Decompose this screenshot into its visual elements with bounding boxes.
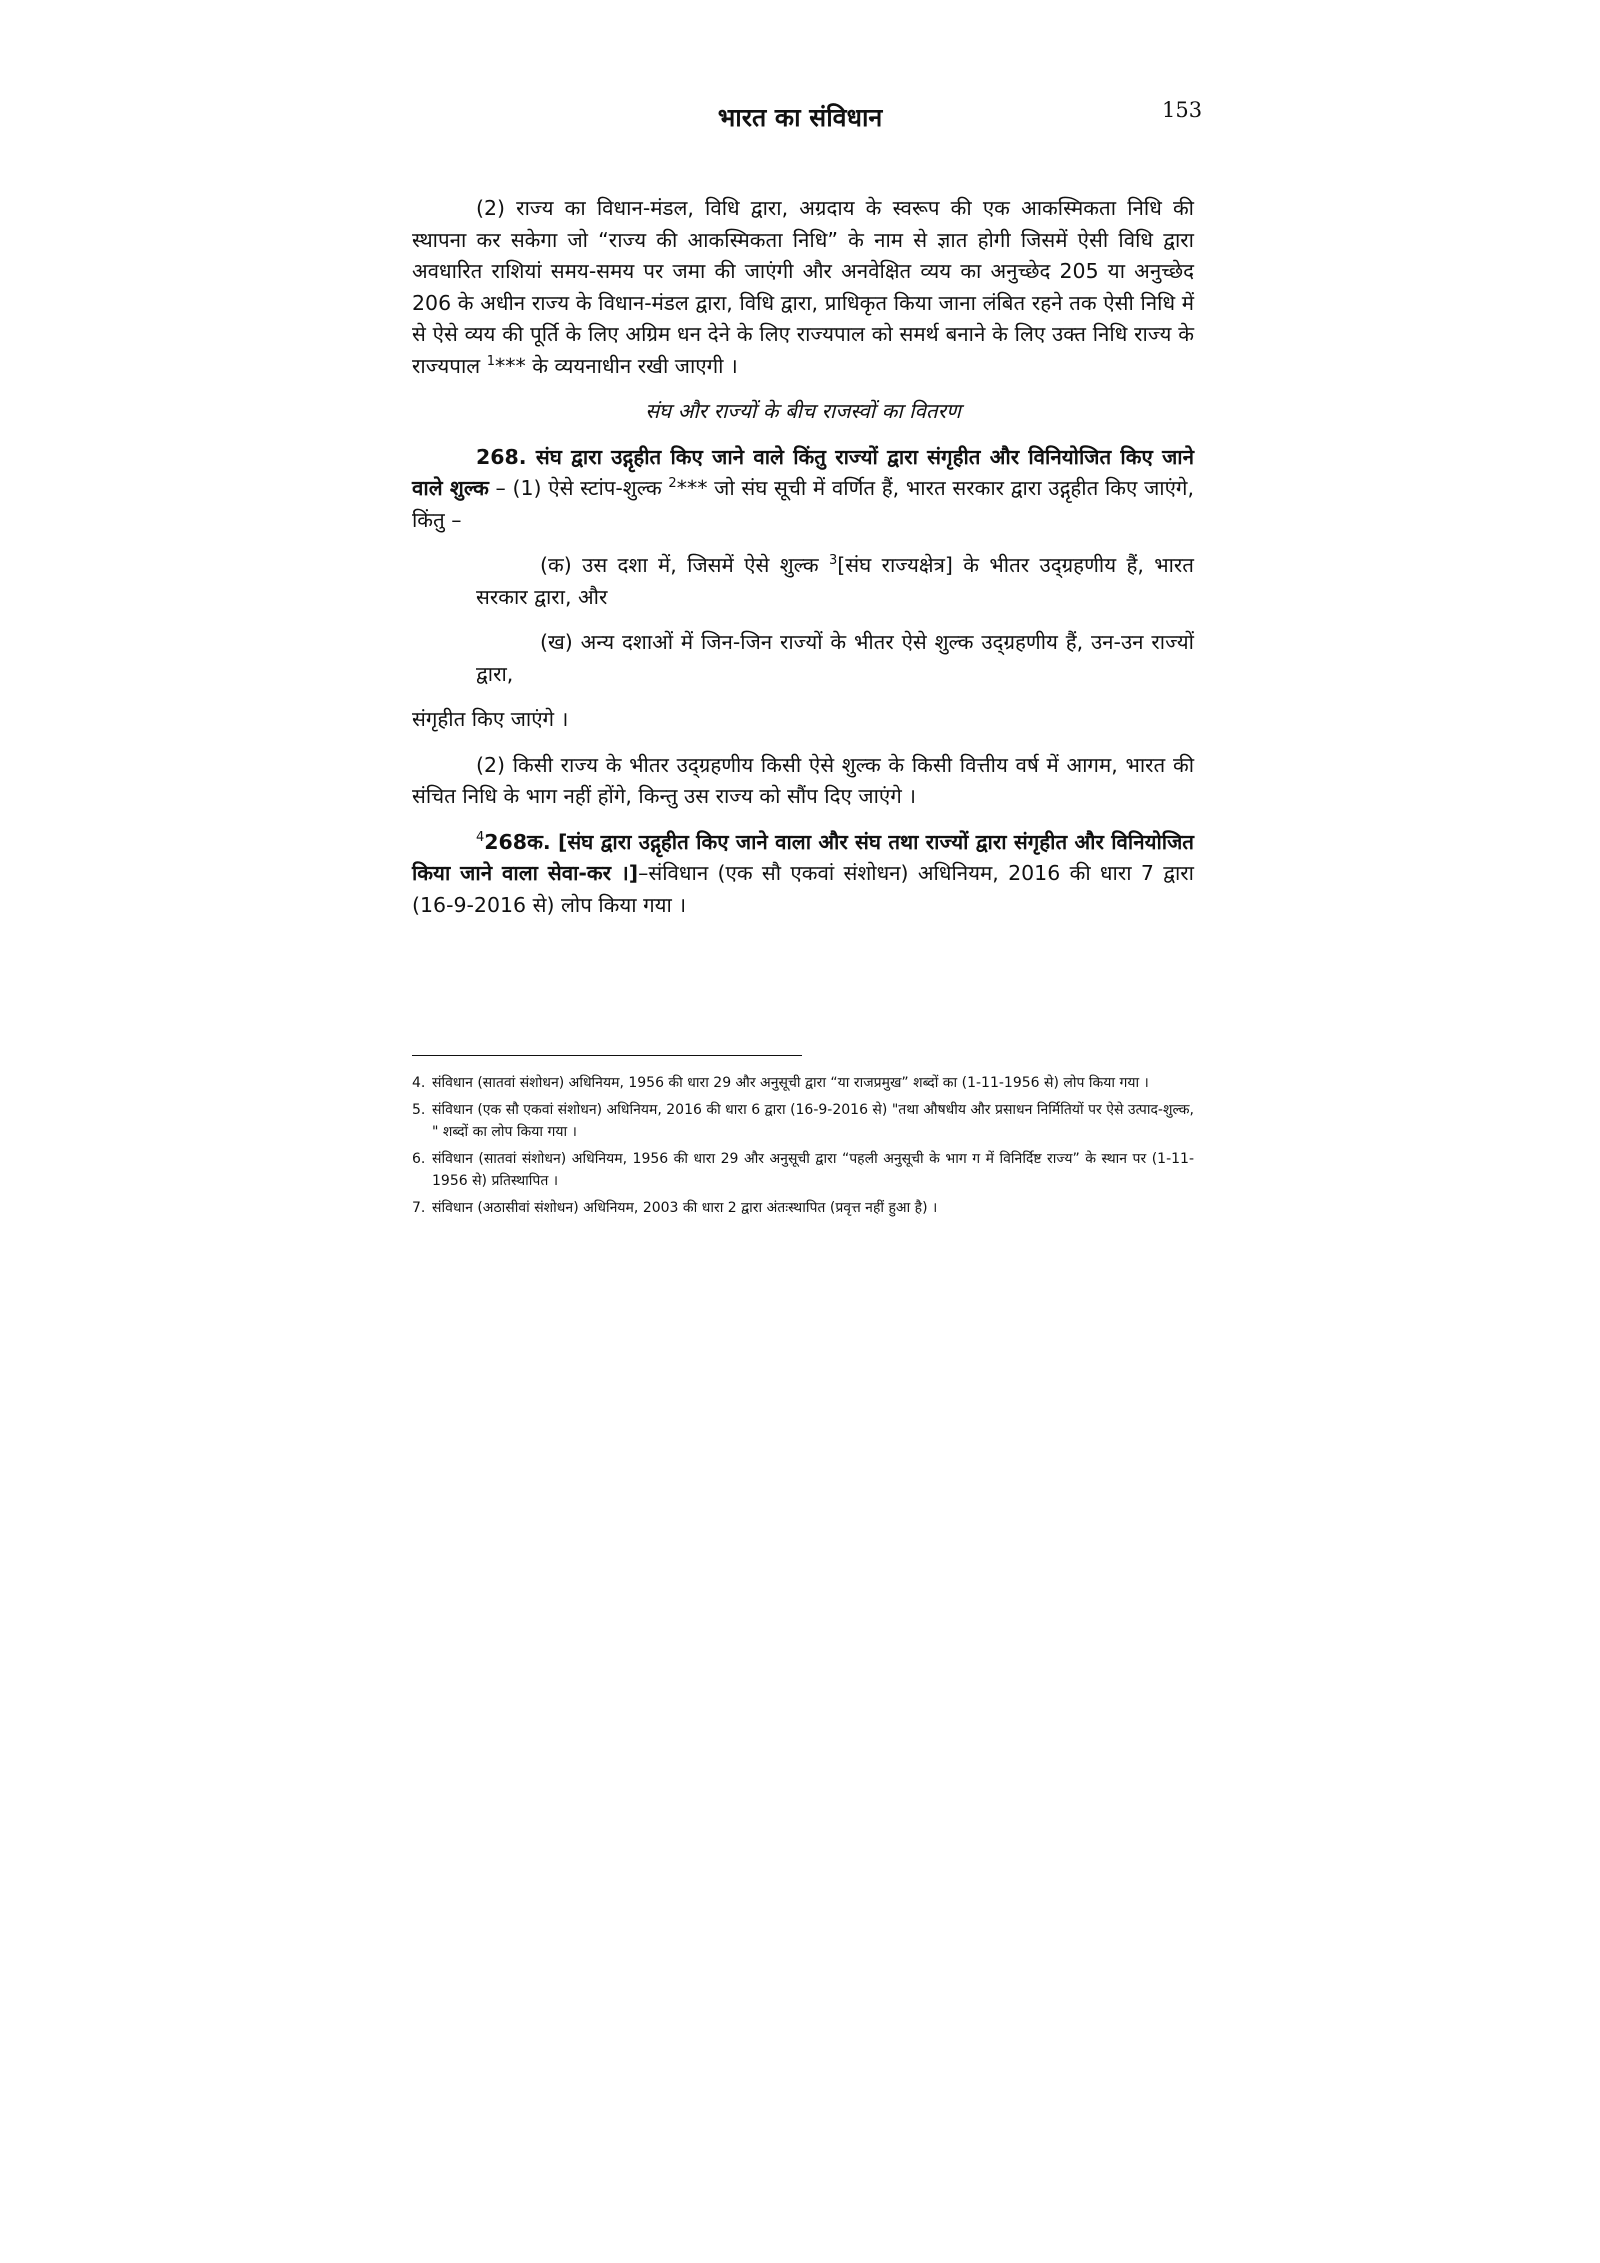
paragraph-text: (2) राज्य का विधान-मंडल, विधि द्वारा, अग्रदाय के स्वरूप की एक आकस्मिकता निधि की स्थापना कर सकेगा जो “राज्य की आकस्मिकता निधि” के नाम से ज्ञात होगी जिसमें ऐसी विधि द्वारा अवधारित राशियां समय-समय पर जमा की जाएंगी और अनवेक्षित व्यय का अनुच्छेद 205 या अनुच्छेद 206 के अधीन राज्य के विधान-मंडल द्वारा, विधि द्वारा, प्राधिकृत किया जाना लंबित रहने तक ऐसी निधि में से ऐसे व्यय की पूर्ति के लिए अग्रिम धन देने के लिए राज्यपाल को समर्थ बनाने के लिए उक्त निधि राज्य के राज्यपाल: [412, 196, 1194, 378]
footnote-text: संविधान (अठासीवां संशोधन) अधिनियम, 2003 की धारा 2 द्वारा अंतःस्थापित (प्रवृत्त नहीं हुआ है) ।: [432, 1200, 938, 1216]
collected-line: संगृहीत किए जाएंगे ।: [412, 707, 569, 731]
footnote-ref: 2: [668, 476, 677, 492]
paragraph-text: *** के व्ययनाधीन रखी जाएगी ।: [494, 353, 738, 378]
paragraph-contingency-fund: [412, 193, 1194, 382]
clause-text: [संघ राज्यक्षेत्र] के भीतर उद्ग्रहणीय हैं, भारत सरकार द्वारा, और: [476, 553, 1194, 609]
clause-kha: (ख) अन्य दशाओं में जिन-जिन राज्यों के भीतर ऐसे शुल्क उद्ग्रहणीय हैं, उन-उन राज्यों द्वारा,: [476, 630, 1194, 686]
article-268a: [412, 827, 1194, 922]
article-heading: 268. संघ द्वारा उद्गृहीत किए जाने वाले किंतु राज्यों द्वारा संगृहीत और विनियोजित किए जाने वाले शुल्क: [412, 444, 1194, 500]
article-text: *** जो संघ सूची में वर्णित हैं, भारत सरकार द्वारा उद्गृहीत किए जाएंगे, किंतु –: [412, 476, 1194, 532]
footnote: [412, 1148, 1194, 1192]
article-text: – (1) ऐसे स्टांप-शुल्क: [488, 476, 669, 500]
footnote-number: 7.: [412, 1200, 426, 1216]
footnote-ref: 3: [828, 553, 838, 569]
clause-ka: [412, 550, 1194, 613]
article-heading: 268क. [संघ द्वारा उद्गृहीत किए जाने वाला और संघ तथा राज्यों द्वारा संगृहीत और विनियोजित किया जाने वाला सेवा-कर ।]: [412, 829, 1194, 885]
footnote: [412, 1197, 1194, 1219]
footnote-number: 5.: [412, 1102, 426, 1118]
page-number: 153: [1162, 98, 1203, 122]
footnote: [412, 1099, 1194, 1143]
footnotes: [412, 1072, 1194, 1224]
article-text: –संविधान (एक सौ एकवां संशोधन) अधिनियम, 2016 की धारा 7 द्वारा (16-9-2016 से) लोप किया गया ।: [412, 861, 1194, 917]
footnote-number: 4.: [412, 1075, 426, 1091]
section-subheading: संघ और राज्यों के बीच राजस्वों का वितरण: [645, 399, 961, 423]
footnote-number: 6.: [412, 1151, 426, 1167]
page-body: [412, 193, 1194, 921]
page-title: भारत का संविधान: [717, 103, 883, 132]
footnote-text: संविधान (सातवां संशोधन) अधिनियम, 1956 की धारा 29 और अनुसूची द्वारा “पहली अनुसूची के भाग ग में विनिर्दिष्ट राज्य” के स्थान पर (1-11-1956 से) प्रतिस्थापित ।: [432, 1151, 1194, 1189]
clause-text: (क) उस दशा में, जिसमें ऐसे शुल्क: [540, 553, 829, 577]
footnote-text: संविधान (सातवां संशोधन) अधिनियम, 1956 की धारा 29 और अनुसूची द्वारा “या राजप्रमुख” शब्दों का (1-11-1956 से) लोप किया गया ।: [432, 1075, 1149, 1091]
article-268: [412, 442, 1194, 537]
footnote-ref: 1: [486, 353, 495, 369]
footnote-text: संविधान (एक सौ एकवां संशोधन) अधिनियम, 2016 की धारा 6 द्वारा (16-9-2016 से) "तथा औषधीय और प्रसाधन निर्मितियों पर ऐसे उत्पाद-शुल्क, " शब्दों का लोप किया गया ।: [432, 1102, 1194, 1140]
paragraph-proceeds: (2) किसी राज्य के भीतर उद्ग्रहणीय किसी ऐसे शुल्क के किसी वित्तीय वर्ष में आगम, भारत की संचित निधि के भाग नहीं होंगे, किन्तु उस राज्य को सौंप दिए जाएंगे ।: [412, 752, 1194, 808]
footnote: [412, 1072, 1194, 1094]
footnote-ref: 4: [476, 829, 485, 845]
footnote-divider: [412, 1055, 802, 1056]
